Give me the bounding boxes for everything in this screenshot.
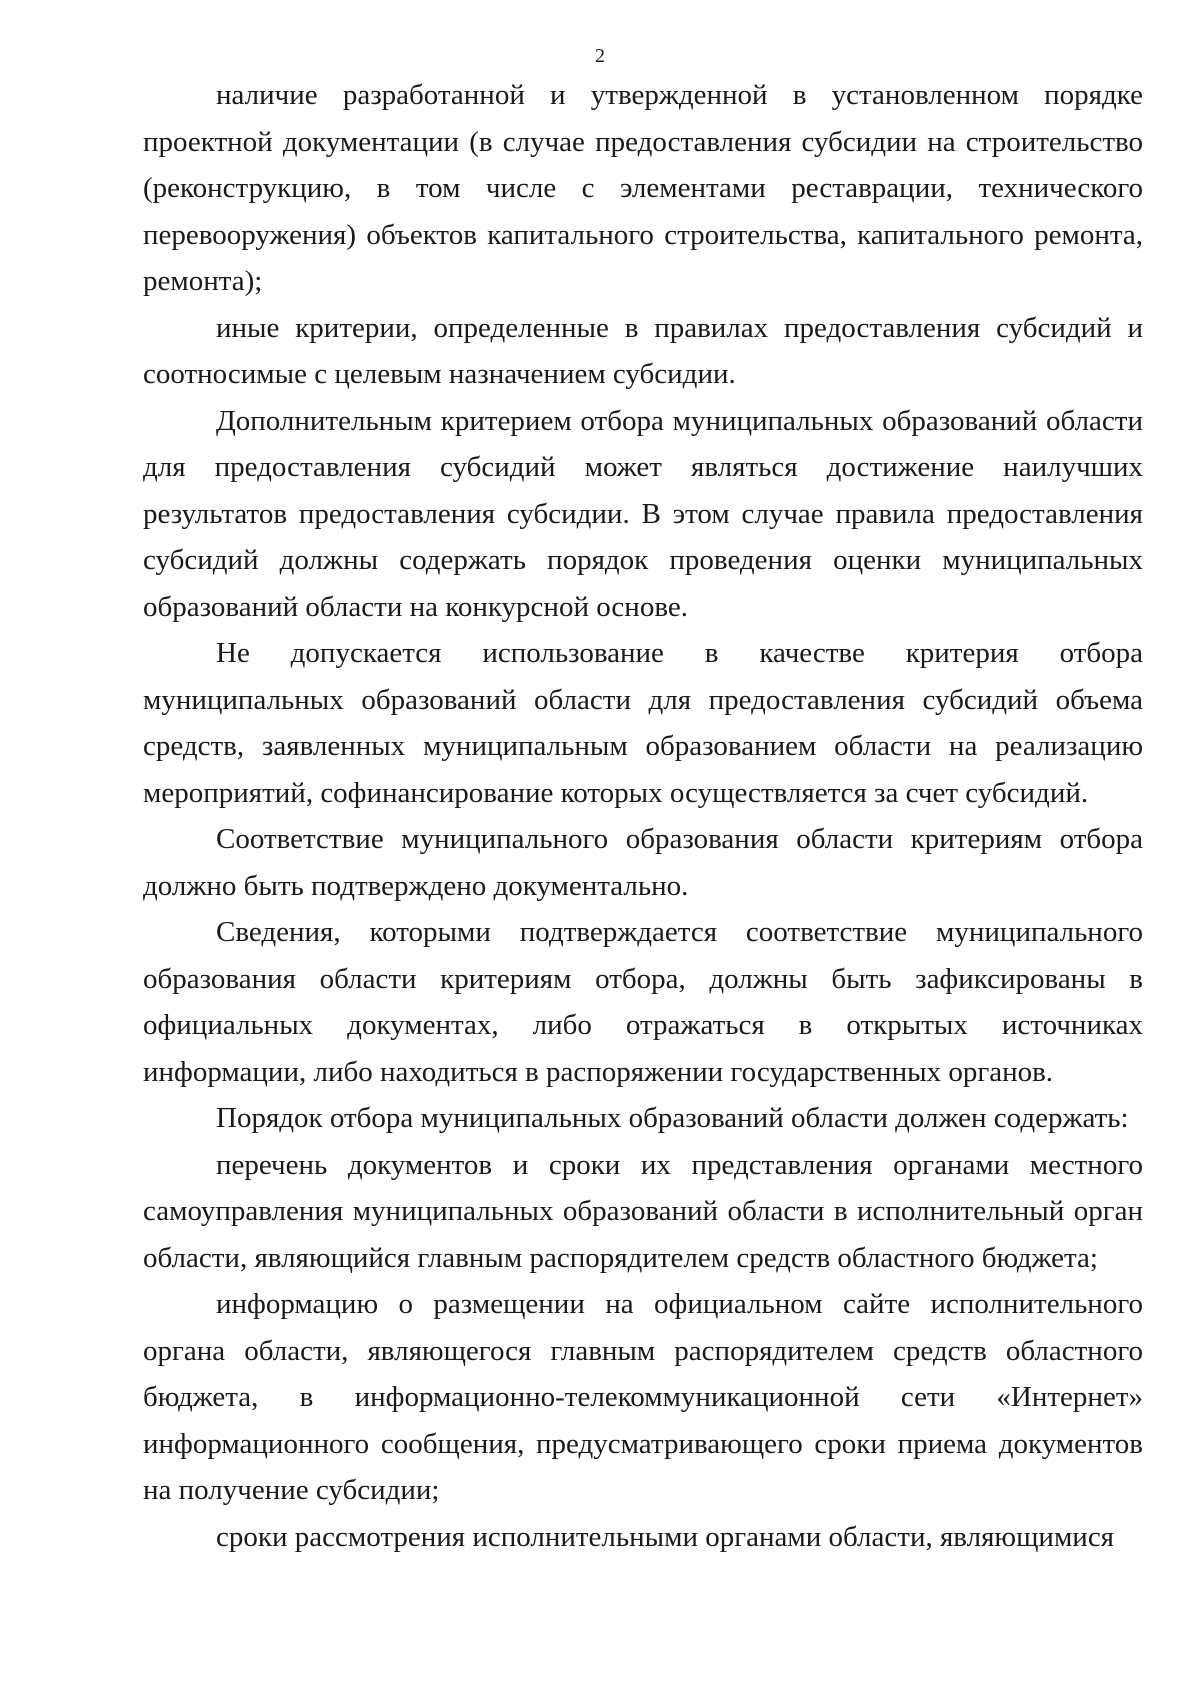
paragraph-compliance: Соответствие муниципального образования области критериям отбора должно быть подтверждено документально.: [143, 823, 1143, 902]
paragraph-other-criteria: иные критерии, определенные в правилах предоставления субсидий и соотносимые с целевым назначением субсидии.: [143, 311, 1143, 390]
paragraph-selection-procedure: Порядок отбора муниципальных образований области должен содержать:: [216, 1102, 1129, 1134]
paragraph-document-list: перечень документов и сроки их представления органами местного самоуправления муниципальных образований области в исполнительный орган области, являющийся главным распорядителем средств областного бюджета;: [143, 1148, 1143, 1274]
paragraph-information: Сведения, которыми подтверждается соответствие муниципального образования области критериям отбора, должны быть зафиксированы в официальных документах, либо отражаться в открытых источниках информации, либо находиться в распоряжении государственных органов.: [143, 916, 1143, 1088]
page-number: 2: [595, 45, 605, 67]
paragraph-not-allowed: Не допускается использование в качестве критерия отбора муниципальных образований области для предоставления субсидий объема средств, заявленных муниципальным образованием области на реализацию мероприятий, софинансирование которых осуществляется за счет субсидий.: [143, 637, 1143, 809]
paragraph-additional-criterion: Дополнительным критерием отбора муниципальных образований области для предоставления субсидий может являться достижение наилучших результатов предоставления субсидии. В этом случае правила предоставления субсидий должны содержать порядок проведения оценки муниципальных образований области на конкурсной основе.: [143, 404, 1143, 623]
document-body: [143, 72, 1143, 1560]
paragraph-project-documentation: наличие разработанной и утвержденной в установленном порядке проектной документации (в случае предоставления субсидии на строительство (реконструкцию, в том числе с элементами реставрации, технического перевооружения) объектов капитального строительства, капитального ремонта, ремонта);: [143, 79, 1143, 297]
paragraph-website-info: информацию о размещении на официальном сайте исполнительного органа области, являющегося главным распорядителем средств областного бюджета, в информационно-телекоммуникационной сети «Интернет» информационного сообщения, предусматривающего сроки приема документов на получение субсидии;: [143, 1288, 1143, 1506]
paragraph-review-terms: сроки рассмотрения исполнительными органами области, являющимися: [216, 1520, 1115, 1553]
